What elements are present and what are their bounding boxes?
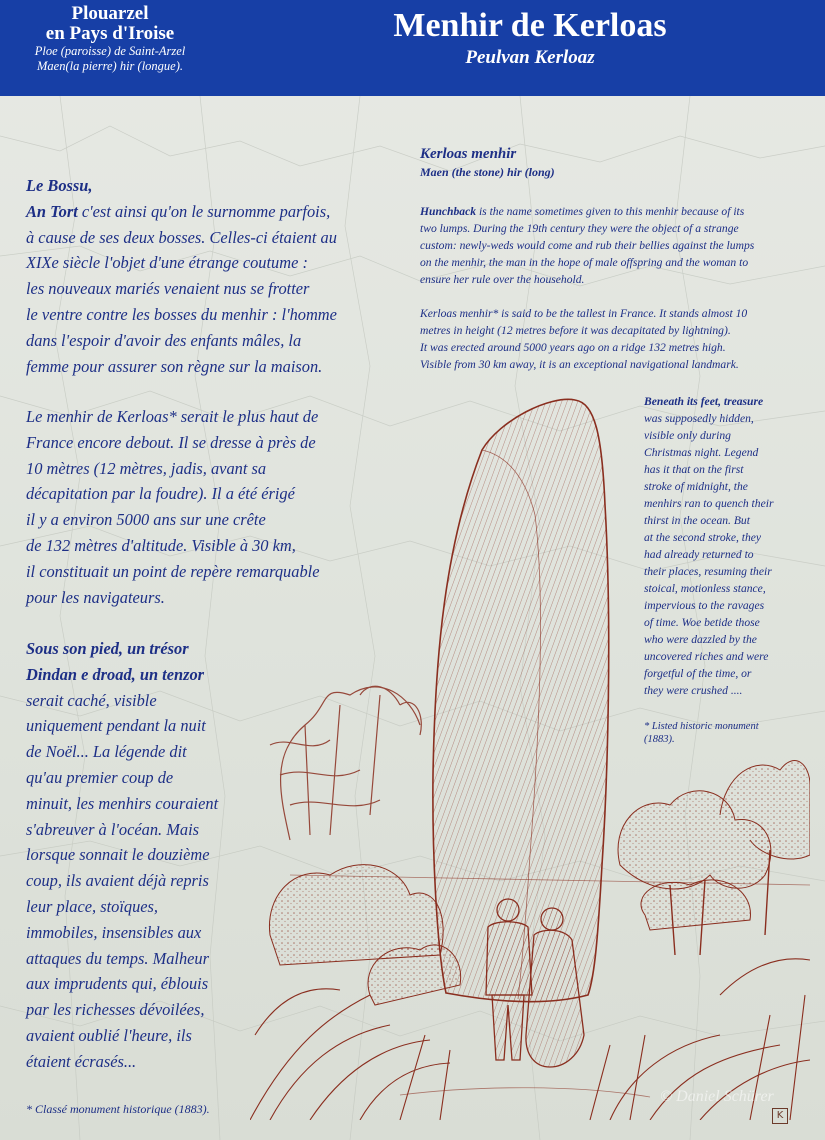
- english-footnote-line-2: (1883).: [644, 734, 675, 745]
- english-subheading: Maen (the stone) hir (long): [420, 165, 555, 179]
- french-line: XIXe siècle l'objet d'une étrange coutume :: [26, 253, 308, 273]
- french-line: femme pour assurer son règne sur la maison.: [26, 356, 323, 376]
- french-footnote: * Classé monument historique (1883).: [26, 1102, 210, 1116]
- french-line: coup, ils avaient déjà repris: [26, 871, 209, 891]
- french-line: par les richesses dévoilées,: [26, 1000, 205, 1020]
- french-line: qu'au premier coup de: [26, 767, 174, 787]
- english-line: impervious to the ravages: [644, 599, 765, 612]
- french-line: leur place, stoïques,: [26, 896, 159, 916]
- french-line: il y a environ 5000 ans sur une crête: [26, 510, 266, 530]
- french-line: France encore debout. Il se dresse à près de: [26, 432, 316, 452]
- english-line: metres in height (12 metres before it was decapitated by lightning).: [420, 324, 731, 337]
- english-line: menhirs ran to quench their: [644, 497, 774, 510]
- right-trees: [618, 761, 810, 930]
- english-line: Visible from 30 km away, it is an exceptional navigational landmark.: [420, 358, 739, 371]
- english-footnote-line-1: * Listed historic monument: [644, 721, 759, 732]
- town-region: en Pays d'Iroise: [45, 23, 175, 44]
- english-line: ensure her rule over the household.: [420, 273, 585, 286]
- english-line: stroke of midnight, the: [644, 480, 748, 493]
- english-heading: Kerloas menhir: [420, 146, 517, 162]
- french-line: uniquement pendant la nuit: [26, 716, 206, 736]
- english-line: was supposedly hidden,: [644, 412, 754, 425]
- french-lead-4: Dindan e droad, un tenzor: [26, 664, 205, 684]
- french-line: de 132 mètres d'altitude. Visible à 30 km,: [26, 535, 296, 555]
- english-line: has it that on the first: [644, 463, 744, 476]
- town-name: Plouarzel: [71, 3, 149, 24]
- french-line: dans l'espoir d'avoir des enfants mâles, la: [26, 330, 302, 350]
- english-line: two lumps. During the 19th century they were the object of a strange: [420, 222, 739, 235]
- french-line: 10 mètres (12 mètres, jadis, avant sa: [26, 458, 267, 478]
- menhir-stone: [433, 399, 609, 1001]
- left-tree: [270, 686, 421, 840]
- french-line: immobiles, insensibles aux: [26, 922, 202, 942]
- english-line: thirst in the ocean. But: [644, 514, 750, 527]
- photographer-watermark: © Daniel Schürer: [660, 1088, 774, 1105]
- french-paragraph-1: [26, 173, 337, 379]
- french-line: minuit, les menhirs couraient: [26, 793, 219, 813]
- french-line: le ventre contre les bosses du menhir : l'homme: [26, 304, 337, 324]
- title-block: [340, 6, 720, 70]
- english-line: Christmas night. Legend: [644, 446, 759, 459]
- english-paragraph-1: [420, 203, 754, 288]
- english-line: at the second stroke, they: [644, 531, 762, 544]
- french-line: avaient oublié l'heure, ils: [26, 1025, 192, 1045]
- english-line: forgetful of the time, or: [644, 667, 752, 680]
- english-line: Kerloas menhir* is said to be the tallest in France. It stands almost 10: [420, 307, 748, 320]
- french-lead-3: Sous son pied, un trésor: [26, 639, 189, 658]
- french-paragraph-3: [26, 636, 218, 1075]
- french-line: étaient écrasés...: [26, 1051, 137, 1071]
- english-lead-3: Beneath its feet, treasure: [644, 395, 764, 408]
- title-banner: [0, 0, 825, 96]
- english-line: who were dazzled by the: [644, 633, 757, 646]
- french-line: aux imprudents qui, éblouis: [26, 974, 209, 994]
- french-lead-1: Le Bossu,: [26, 176, 93, 195]
- english-line: their places, resuming their: [644, 565, 772, 578]
- english-lead-1: Hunchback: [420, 205, 477, 218]
- french-line: lorsque sonnait le douzième: [26, 845, 210, 865]
- french-line: de Noël... La légende dit: [26, 742, 187, 762]
- french-line: attaques du temps. Malheur: [26, 948, 210, 968]
- french-line: Le menhir de Kerloas* serait le plus haut de: [26, 407, 319, 426]
- left-bushes: [269, 865, 460, 1005]
- page-title: Menhir de Kerloas: [393, 7, 667, 44]
- artist-signature: K: [772, 1108, 788, 1124]
- english-line: custom: newly-weds would come and rub their bellies against the lumps: [420, 239, 755, 252]
- french-line: c'est ainsi qu'on le surnomme parfois,: [77, 201, 331, 221]
- french-line: décapitation par la foudre). Il a été érigé: [26, 484, 295, 504]
- english-line: is the name sometimes given to this menhir because of its: [476, 205, 745, 218]
- english-line: visible only during: [644, 429, 731, 442]
- page-subtitle: Peulvan Kerloaz: [465, 47, 595, 68]
- english-line: of time. Woe betide those: [644, 616, 760, 629]
- etymology-line-2: Maen(la pierre) hir (longue).: [36, 59, 184, 73]
- french-line: il constituait un point de repère remarquable: [26, 561, 320, 581]
- english-line: on the menhir, the man in the hope of male offspring and the woman to: [420, 256, 749, 269]
- town-block: [0, 4, 220, 74]
- english-line: they were crushed ....: [644, 684, 743, 697]
- english-line: uncovered riches and were: [644, 650, 769, 663]
- menhir-illustration: [250, 395, 810, 1120]
- english-paragraph-2: [420, 305, 747, 373]
- french-line: serait caché, visible: [26, 690, 157, 710]
- french-line: à cause de ses deux bosses. Celles-ci étaient au: [26, 227, 337, 247]
- english-line: had already returned to: [644, 548, 754, 561]
- french-line: les nouveaux mariés venaient nus se frotter: [26, 279, 310, 299]
- english-line: stoical, motionless stance,: [644, 582, 766, 595]
- english-line: It was erected around 5000 years ago on a ridge 132 metres high.: [420, 341, 726, 354]
- french-line: s'abreuver à l'océan. Mais: [26, 819, 200, 839]
- french-line: pour les navigateurs.: [26, 587, 165, 607]
- french-lead-2: An Tort: [26, 201, 78, 221]
- etymology-line-1: Ploe (paroisse) de Saint-Arzel: [34, 44, 186, 58]
